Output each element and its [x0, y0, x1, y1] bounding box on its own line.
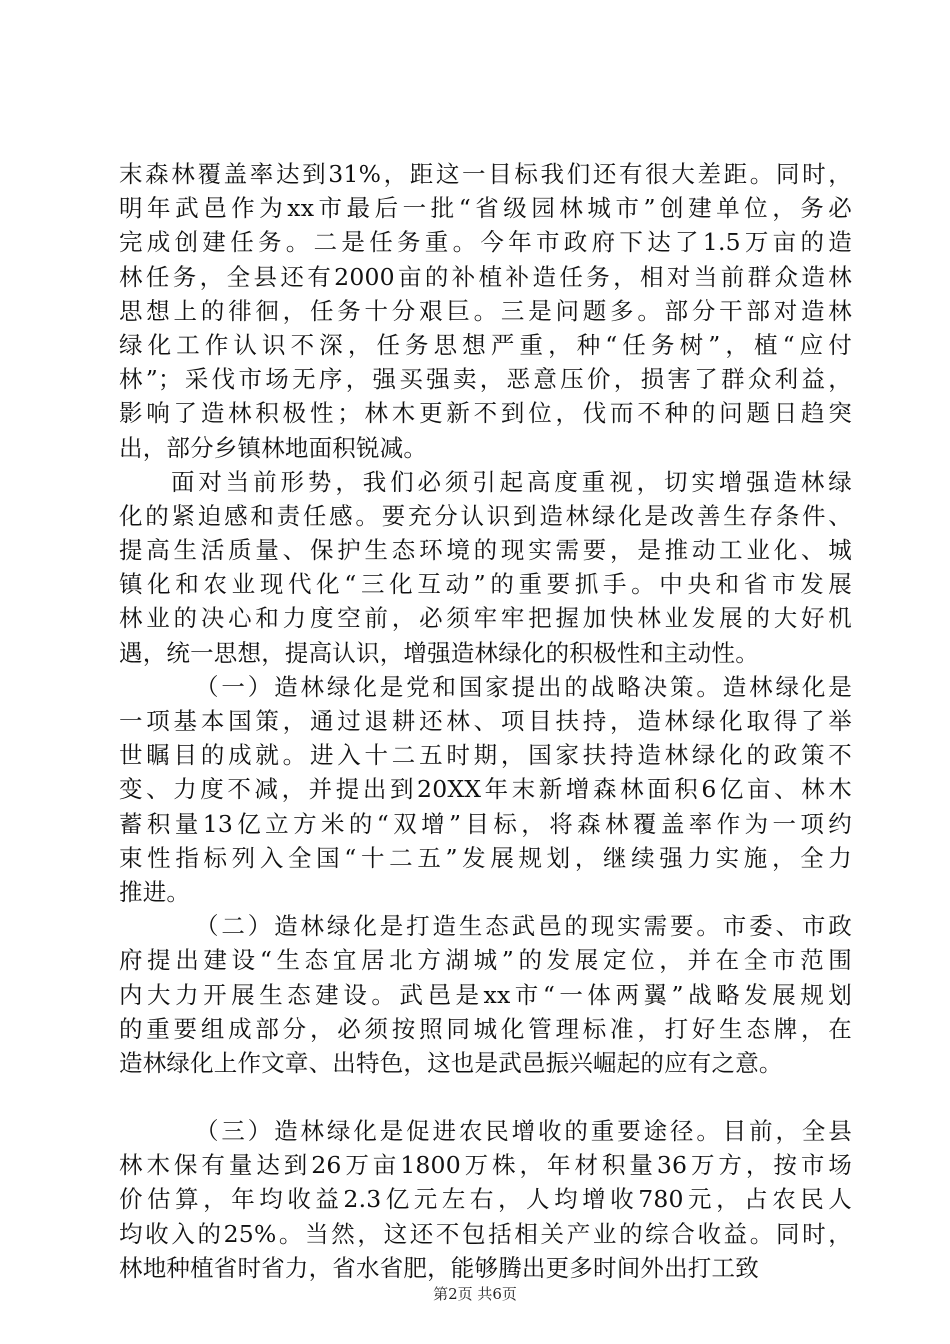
text-line: 完成创建任务。二是任务重。今年市政府下达了1.5万亩的造	[119, 228, 852, 257]
text-line: 束性指标列入全国“十二五”发展规划，继续强力实施，全力	[119, 843, 852, 872]
text-line: 均收入的25%。当然，这还不包括相关产业的综合收益。同时，	[119, 1219, 852, 1248]
text-line: 变、力度不减，并提出到20XX年末新增森林面积6亿亩、林木	[119, 775, 852, 804]
text-line: 府提出建设“生态宜居北方湖城”的发展定位，并在全市范围	[119, 946, 852, 975]
text-line: 化的紧迫感和责任感。要充分认识到造林绿化是改善生存条件、	[119, 501, 852, 530]
text-line: （二）造林绿化是打造生态武邑的现实需要。市委、市政	[195, 912, 852, 941]
text-line: 思想上的徘徊，任务十分艰巨。三是问题多。部分干部对造林	[119, 296, 852, 325]
text-line: 镇化和农业现代化“三化互动”的重要抓手。中央和省市发展	[119, 570, 852, 599]
text-line: （一）造林绿化是党和国家提出的战略决策。造林绿化是	[195, 672, 852, 701]
text-line: 林业的决心和力度空前，必须牢牢把握加快林业发展的大好机	[119, 604, 852, 633]
text-line: 林地种植省时省力，省水省肥，能够腾出更多时间外出打工致	[119, 1253, 759, 1282]
text-line: 内大力开展生态建设。武邑是xx市“一体两翼”战略发展规划	[119, 980, 852, 1009]
paragraph-1	[119, 157, 852, 465]
text-line: 提高生活质量、保护生态环境的现实需要，是推动工业化、城	[119, 536, 852, 565]
paragraph-4	[119, 909, 852, 1080]
text-line: 蓄积量13亿立方米的“双增”目标，将森林覆盖率作为一项约	[119, 809, 852, 838]
text-line: 面对当前形势，我们必须引起高度重视，切实增强造林绿	[171, 467, 852, 496]
text-line: 林木保有量达到26万亩1800万株，年材积量36万方，按市场	[119, 1151, 852, 1180]
paragraph-5	[119, 1114, 852, 1285]
text-line: 末森林覆盖率达到31%，距这一目标我们还有很大差距。同时，	[119, 160, 852, 188]
text-line: 推进。	[119, 877, 191, 906]
text-line: 遇，统一思想，提高认识，增强造林绿化的积极性和主动性。	[119, 638, 759, 667]
text-line: 绿化工作认识不深，任务思想严重，种“任务树”，植“应付	[119, 330, 852, 359]
text-line: 世瞩目的成就。进入十二五时期，国家扶持造林绿化的政策不	[119, 741, 852, 770]
text-line: （三）造林绿化是促进农民增收的重要途径。目前，全县	[195, 1117, 852, 1146]
text-line: 价估算，年均收益2.3亿元左右，人均增收780元，占农民人	[119, 1185, 852, 1214]
paragraph-3	[119, 670, 852, 909]
text-line: 的重要组成部分，必须按照同城化管理标准，打好生态牌，在	[119, 1014, 852, 1043]
text-line: 林”；采伐市场无序，强买强卖，恶意压价，损害了群众利益，	[119, 365, 852, 394]
document-body	[119, 157, 852, 1285]
text-line: 影响了造林积极性；林木更新不到位，伐而不种的问题日趋突	[119, 399, 852, 428]
text-line: 林任务，全县还有2000亩的补植补造任务，相对当前群众造林	[119, 262, 852, 291]
text-line: 造林绿化上作文章、出特色，这也是武邑振兴崛起的应有之意。	[119, 1048, 783, 1077]
page-footer: 第2页 共6页	[433, 1285, 517, 1303]
paragraph-2	[119, 465, 852, 670]
paragraph-gap	[119, 1080, 852, 1114]
text-line: 明年武邑作为xx市最后一批“省级园林城市”创建单位，务必	[119, 194, 852, 223]
text-line: 一项基本国策，通过退耕还林、项目扶持，造林绿化取得了举	[119, 707, 852, 735]
text-line: 出，部分乡镇林地面积锐减。	[119, 433, 428, 462]
